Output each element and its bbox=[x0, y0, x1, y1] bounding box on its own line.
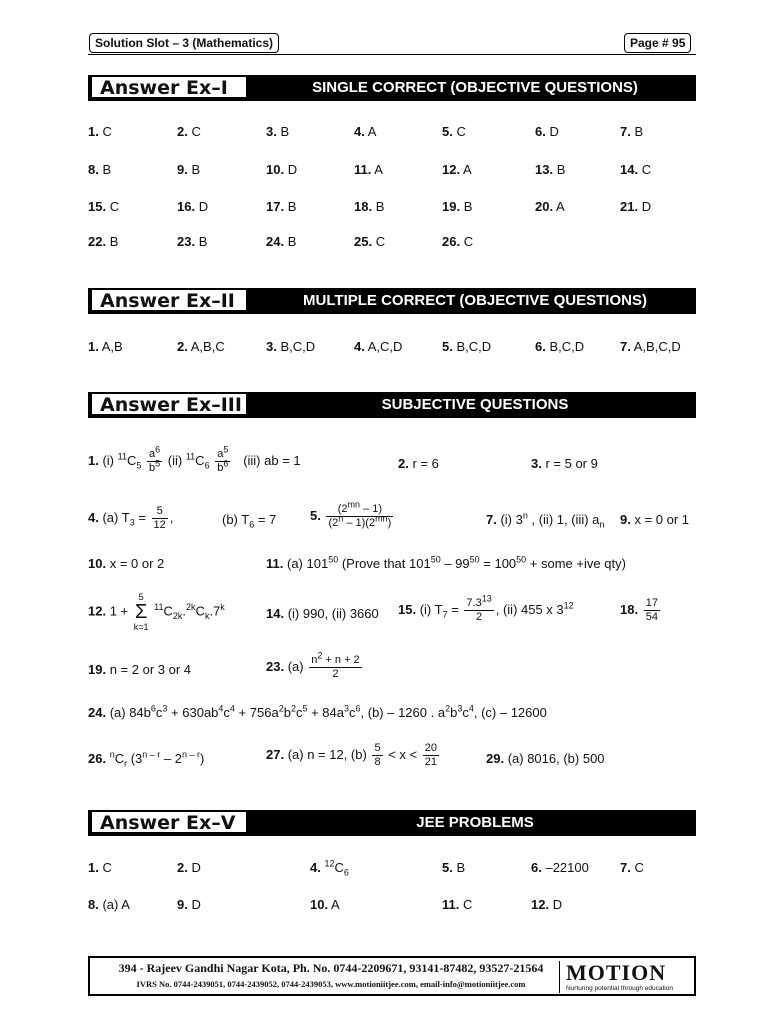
answer-item: 11. A bbox=[354, 162, 383, 177]
fraction: $\frac{(2^{mn} - 1)}{(2^n - 1)(2^{mn})}$ bbox=[328, 499, 392, 529]
answer-item: 16. D bbox=[177, 199, 209, 214]
logo-tagline: Nurturing potential through education bbox=[566, 985, 673, 992]
answer-q23: 23. (a) $\frac{n^2 + n + 2}{2}$ bbox=[266, 650, 360, 680]
fraction: $\frac{17}{54}$ bbox=[645, 597, 658, 623]
answer-q3: 3. r = 5 or 9 bbox=[531, 456, 598, 471]
section-title: MULTIPLE CORRECT (OBJECTIVE QUESTIONS) bbox=[303, 292, 647, 309]
answer-item: 11. C bbox=[442, 897, 473, 912]
answer-item: 2. A,B,C bbox=[177, 339, 225, 354]
section-label: Answer Ex–V bbox=[92, 812, 246, 832]
motion-logo bbox=[559, 961, 688, 993]
section-banner-ex5 bbox=[88, 810, 696, 836]
answer-item: 8. (a) A bbox=[88, 897, 130, 912]
answer-q2: 2. r = 6 bbox=[398, 456, 439, 471]
answer-item: 26. C bbox=[442, 234, 474, 249]
answer-item: 18. B bbox=[354, 199, 385, 214]
fraction: $\frac{5}{12}$ bbox=[153, 505, 166, 531]
summation-symbol: 5 Σ k=1 bbox=[133, 592, 149, 632]
answer-item: 7. A,B,C,D bbox=[620, 339, 681, 354]
fraction: $\frac{5}{8}$ bbox=[374, 742, 381, 768]
footer-contacts: IVRS No. 0744-2439051, 0744-2439052, 0744-2439053, www.motioniitjee.com, email-info@motioniitjee.com bbox=[136, 979, 526, 989]
answer-q10: 10. x = 0 or 2 bbox=[88, 556, 165, 571]
section-banner-ex3 bbox=[88, 392, 696, 418]
answer-q29: 29. (a) 8016, (b) 500 bbox=[486, 751, 605, 766]
answer-item: 1. C bbox=[88, 860, 112, 875]
answer-q7: 7. (i) 3$^n$ , (ii) 1, (iii) $a_n$ bbox=[486, 510, 605, 530]
answer-item: 3. B,C,D bbox=[266, 339, 316, 354]
answer-item: 9. B bbox=[177, 162, 201, 177]
answer-item: 14. C bbox=[620, 162, 652, 177]
answer-item: 5. C bbox=[442, 124, 466, 139]
logo-text: MOTION bbox=[566, 960, 667, 985]
slot-title: Solution Slot – 3 (Mathematics) bbox=[89, 33, 279, 53]
section-label: Answer Ex–II bbox=[92, 290, 246, 310]
answer-q15: 15. (i) $T_7$ = $\frac{7.3^{13}}{2}$ , (ii) 455 x $3^{12}$ bbox=[398, 593, 574, 623]
answer-q12: 12. 1 + 5 Σ k=1 $^{11}C_{2k}.^{2k}C_k.7^k$ bbox=[88, 592, 225, 632]
answer-item: 12. D bbox=[531, 897, 563, 912]
section-label: Answer Ex–III bbox=[92, 394, 246, 414]
answer-item: 4. A,C,D bbox=[354, 339, 403, 354]
answer-q5: 5. $\frac{(2^{mn} - 1)}{(2^n - 1)(2^{mn})}$ bbox=[310, 499, 392, 529]
answer-item: 1. A,B bbox=[88, 339, 123, 354]
header-divider bbox=[88, 54, 696, 55]
answer-item: 15. C bbox=[88, 199, 120, 214]
answer-item: 24. B bbox=[266, 234, 297, 249]
answer-q4b: (b) $T_6 = 7$ bbox=[222, 512, 277, 530]
answer-item: 20. A bbox=[535, 199, 565, 214]
answer-q4: 4. (a) $T_3$ = $\frac{5}{12}$ , bbox=[88, 505, 174, 531]
answer-item: 3. B bbox=[266, 124, 290, 139]
answer-item: 6. B,C,D bbox=[535, 339, 585, 354]
answer-item: 23. B bbox=[177, 234, 208, 249]
answer-item: 8. B bbox=[88, 162, 112, 177]
answer-item: 2. D bbox=[177, 860, 201, 875]
answer-item: 7. C bbox=[620, 860, 644, 875]
page-footer bbox=[88, 956, 696, 996]
footer-address: 394 - Rajeev Gandhi Nagar Kota, Ph. No. 0744-2209671, 93141-87482, 93527-21564 bbox=[118, 961, 544, 975]
section-banner-ex1 bbox=[88, 75, 696, 101]
answer-q11: 11. (a) $101^{50}$ (Prove that $101^{50} - 99^{50} = 100^{50}$ + some +ive qty) bbox=[266, 554, 626, 571]
answer-item: 17. B bbox=[266, 199, 297, 214]
answer-item: 2. C bbox=[177, 124, 201, 139]
answer-item: 13. B bbox=[535, 162, 566, 177]
answer-item: 19. B bbox=[442, 199, 473, 214]
answer-item: 1. C bbox=[88, 124, 112, 139]
answer-item: 7. B bbox=[620, 124, 644, 139]
answer-q9: 9. x = 0 or 1 bbox=[620, 512, 690, 527]
answer-item: 6. D bbox=[535, 124, 559, 139]
page-number: Page # 95 bbox=[624, 33, 691, 53]
answer-q24: 24. (a) $84b^6c^3 + 630ab^4c^4 + 756a^2b^2c^5 + 84a^3c^6$, (b) – 1260 . $a^2b^3c^4$, (c) – 12600 bbox=[88, 703, 547, 720]
fraction: $\frac{a^6}{b^5}$ bbox=[149, 444, 161, 474]
answer-item: 5. B,C,D bbox=[442, 339, 492, 354]
fraction: $\frac{a^5}{b^6}$ bbox=[217, 444, 229, 474]
answer-item: 5. B bbox=[442, 860, 466, 875]
answer-item: 22. B bbox=[88, 234, 119, 249]
answer-q27: 27. (a) n = 12, (b) $\frac{5}{8}$ < x < $\frac{20}{21}$ bbox=[266, 742, 437, 768]
answer-item: 9. D bbox=[177, 897, 201, 912]
answer-item: 4. A bbox=[354, 124, 377, 139]
answer-q1: 1. (i) $^{11}C_5$ $\frac{a^6}{b^5}$ (ii) $^{11}C_6$ $\frac{a^5}{b^6}$ (iii) ab = 1 bbox=[88, 444, 301, 474]
section-label: Answer Ex–I bbox=[92, 77, 246, 97]
section-banner-ex2 bbox=[88, 288, 696, 314]
fraction: $\frac{7.3^{13}}{2}$ bbox=[466, 593, 492, 623]
section-title: JEE PROBLEMS bbox=[416, 814, 534, 831]
answer-item: 12. A bbox=[442, 162, 472, 177]
fraction: $\frac{20}{21}$ bbox=[424, 742, 437, 768]
answer-q14: 14. (i) 990, (ii) 3660 bbox=[266, 606, 379, 621]
answer-item: 10. A bbox=[310, 897, 340, 912]
answer-item: 25. C bbox=[354, 234, 386, 249]
answer-q19: 19. n = 2 or 3 or 4 bbox=[88, 662, 192, 677]
section-title: SUBJECTIVE QUESTIONS bbox=[381, 396, 569, 413]
answer-q26: 26. $^nC_r$ (3$^{n - r}$ – 2$^{n - r}$) bbox=[88, 749, 205, 769]
answer-item: 21. D bbox=[620, 199, 652, 214]
section-title: SINGLE CORRECT (OBJECTIVE QUESTIONS) bbox=[312, 79, 638, 96]
answer-item: 6. –22100 bbox=[531, 860, 589, 875]
answer-item: 4. $^{12}C_6$ bbox=[310, 858, 349, 878]
fraction: $\frac{n^2 + n + 2}{2}$ bbox=[311, 650, 360, 680]
answer-item: 10. D bbox=[266, 162, 298, 177]
answer-q18: 18. $\frac{17}{54}$ bbox=[620, 597, 658, 623]
